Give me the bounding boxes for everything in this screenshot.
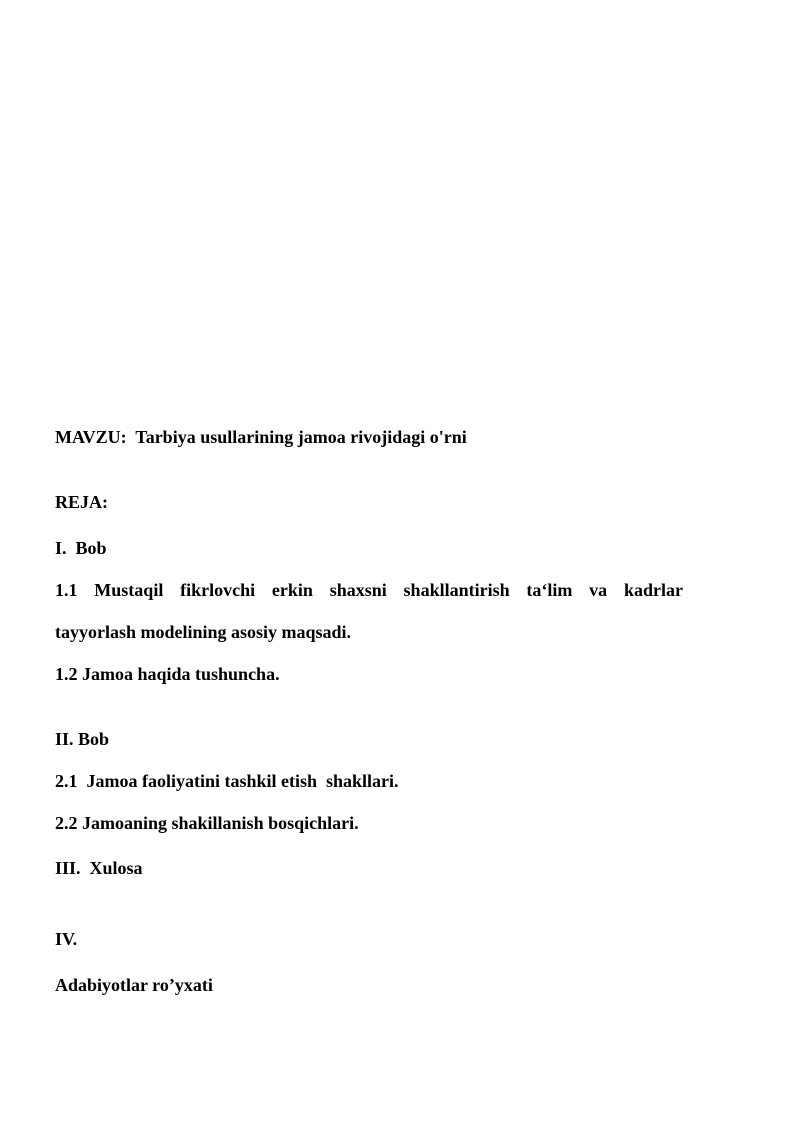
chapter-3-title: III. Xulosa (55, 858, 143, 878)
plan-item-2-2: 2.2 Jamoaning shakillanish bosqichlari. (55, 813, 359, 833)
plan-item-1-2: 1.2 Jamoa haqida tushuncha. (55, 664, 280, 684)
plan-item-2-1: 2.1 Jamoa faoliyatini tashkil etish shakllari. (55, 771, 399, 791)
chapter-1-title: I. Bob (55, 538, 107, 558)
topic-title: MAVZU: Tarbiya usullarining jamoa rivojidagi o'rni (55, 427, 467, 447)
plan-heading: REJA: (55, 492, 108, 512)
chapter-2-title: II. Bob (55, 729, 110, 749)
chapter-4-title: IV. (55, 929, 78, 949)
plan-item-1-1-line-2: tayyorlash modelining asosiy maqsadi. (55, 622, 352, 642)
plan-item-1-1-line-1: 1.1 Mustaqil fikrlovchi erkin shaxsni shakllantirish ta‘lim va kadrlar (55, 580, 683, 600)
chapter-4-subtitle: Adabiyotlar ro’yxati (55, 975, 213, 995)
